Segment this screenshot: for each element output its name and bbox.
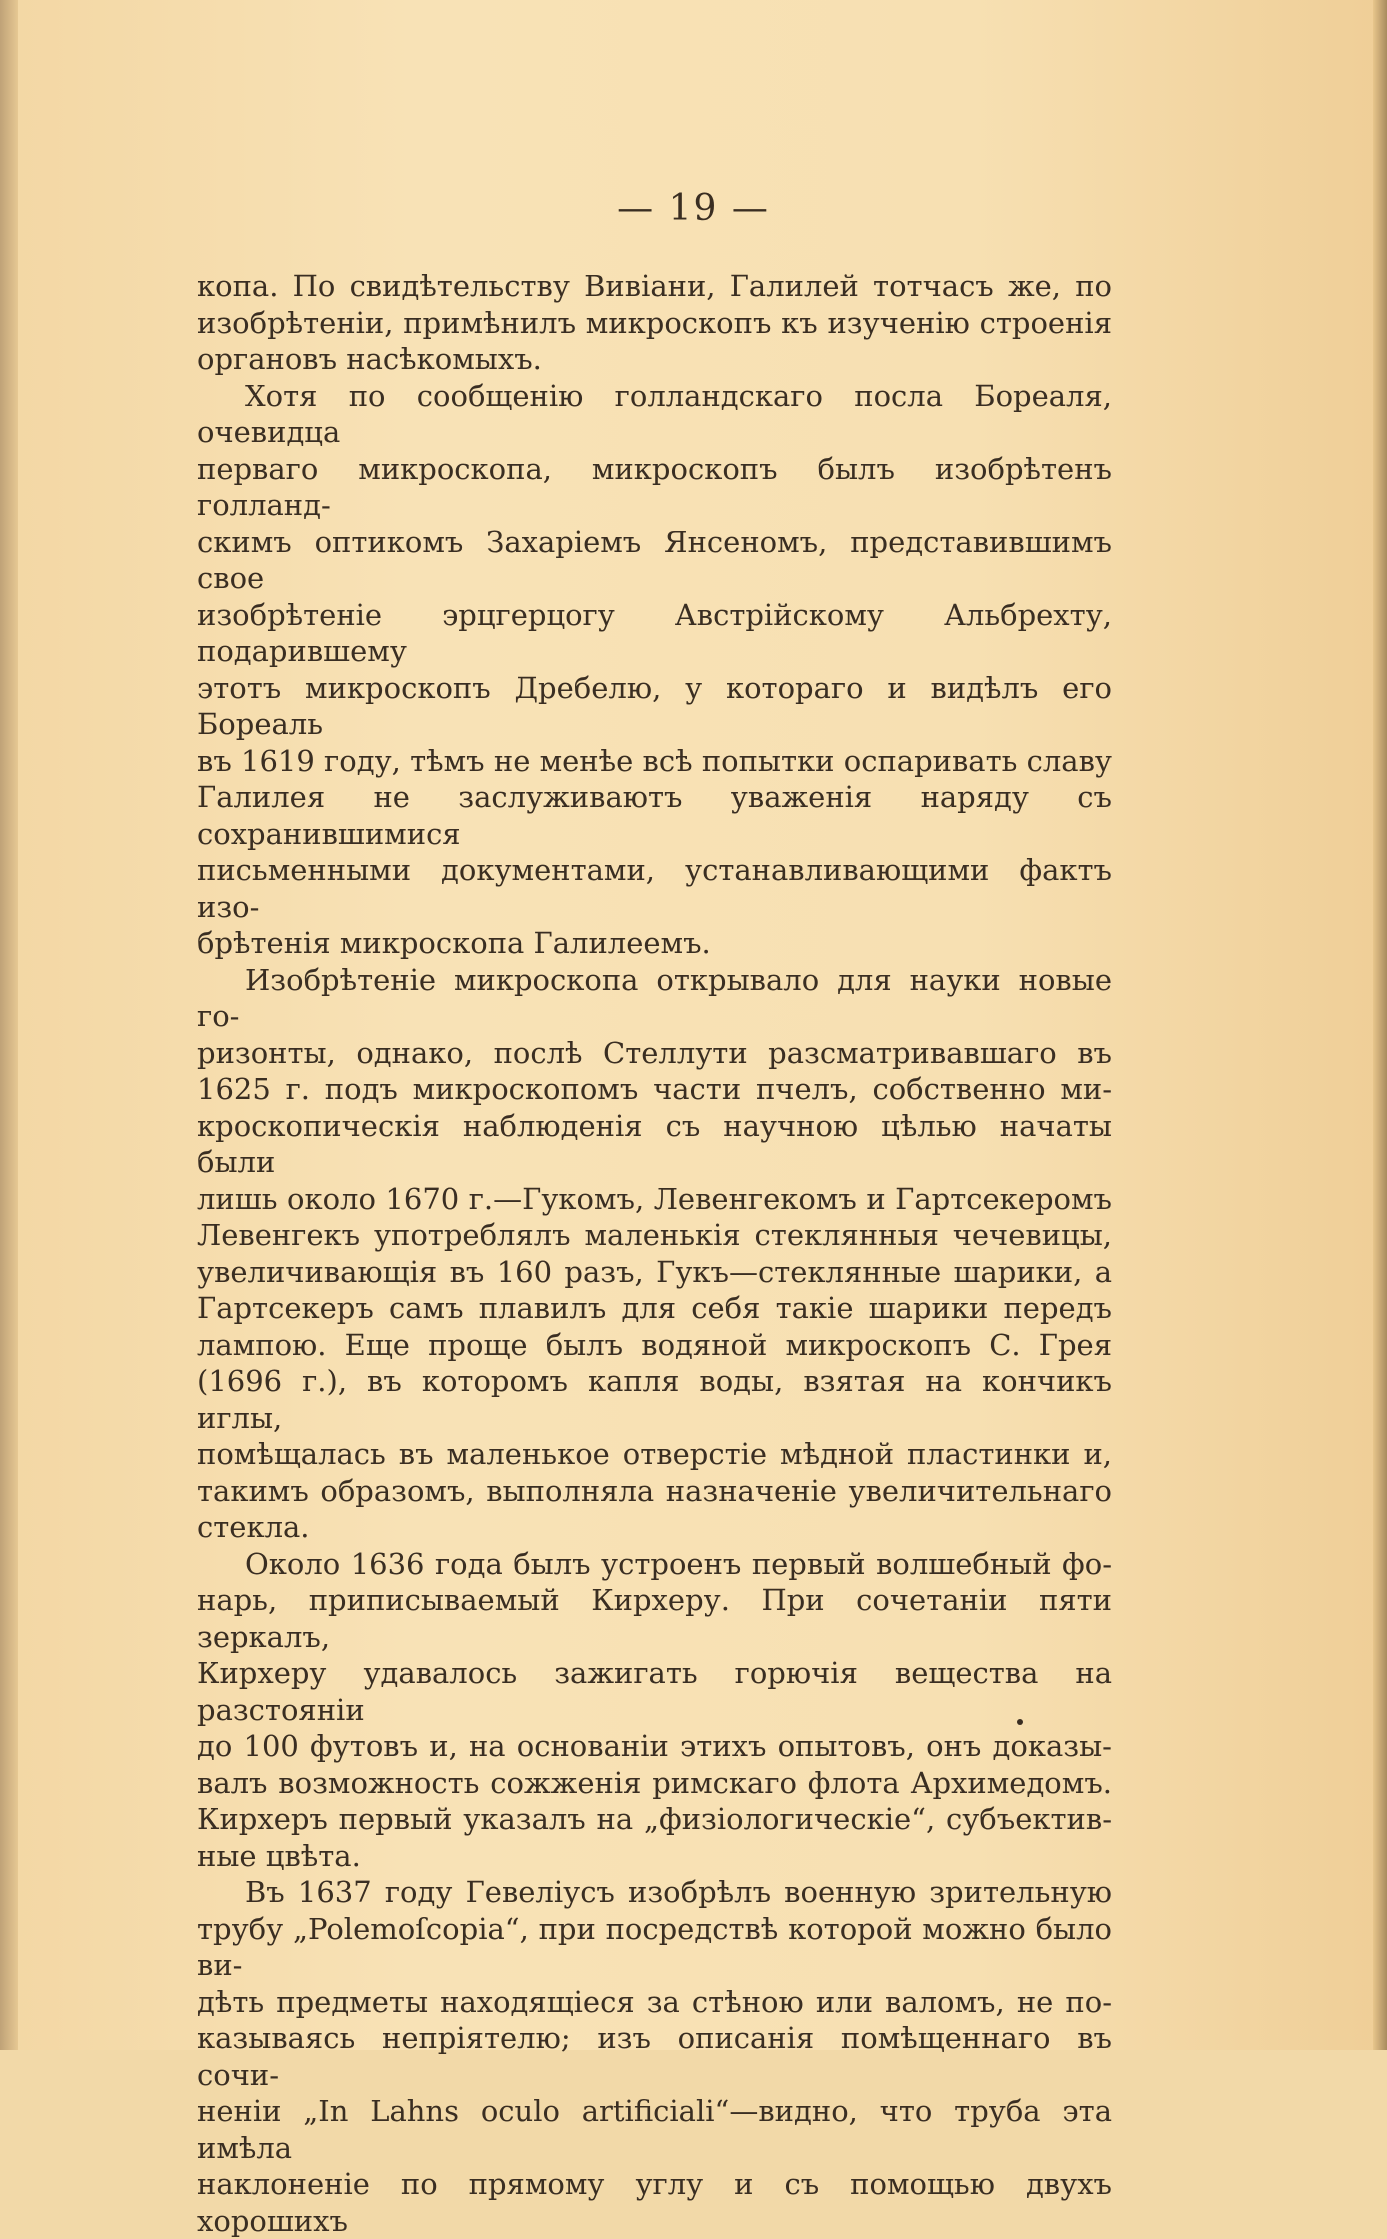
text-line: помѣщалась въ маленькое отверстіе мѣдной пластинки и,	[197, 1437, 1112, 1471]
text-line: письменными документами, устанавливающими фактъ изо-	[197, 853, 1112, 924]
text-line: скимъ оптикомъ Захаріемъ Янсеномъ, представившимъ свое	[197, 524, 1112, 595]
text-line: нарь, приписываемый Кирхеру. При сочетаніи пяти зеркалъ,	[197, 1583, 1112, 1654]
page-spine	[0, 0, 18, 2050]
text-line: ризонты, однако, послѣ Стеллути разсматривавшаго въ	[197, 1035, 1112, 1070]
text-line: брѣтенія микроскопа Галилеемъ.	[197, 926, 711, 960]
text-line: лишь около 1670 г.—Гукомъ, Левенгекомъ и Гартсекеромъ	[197, 1181, 1112, 1216]
text-line: этотъ микроскопъ Дребелю, у котораго и видѣлъ его Бореаль	[197, 670, 1112, 741]
text-line: увеличивающія въ 160 разъ, Гукъ—стеклянные шарики, а	[197, 1254, 1112, 1289]
text-line: Изобрѣтеніе микроскопа открывало для науки новые го-	[197, 962, 1112, 1033]
text-line: Левенгекъ употреблялъ маленькія стеклянныя чечевицы,	[197, 1218, 1112, 1252]
text-line: дѣть предметы находящіеся за стѣною или валомъ, не по-	[197, 1984, 1112, 2019]
text-line: такимъ образомъ, выполняла назначеніе увеличительнаго	[197, 1473, 1112, 1508]
text-line: (1696 г.), въ которомъ капля воды, взятая на кончикъ иглы,	[197, 1364, 1112, 1435]
text-line: изобрѣтеніе эрцгерцогу Австрійскому Альбрехту, подарившему	[197, 597, 1112, 668]
page-edge	[1373, 0, 1387, 2050]
text-line: стекла.	[197, 1510, 310, 1544]
text-line: перваго микроскопа, микроскопъ былъ изобрѣтенъ голланд-	[197, 451, 1112, 522]
text-line: 1625 г. подъ микроскопомъ части пчелъ, собственно ми-	[197, 1072, 1112, 1106]
body-text	[197, 268, 1112, 2239]
text-line: до 100 футовъ и, на основаніи этихъ опытовъ, онъ доказы-	[197, 1729, 1112, 1763]
text-line: Кирхеру удавалось зажигать горючія вещества на разстояніи	[197, 1656, 1112, 1727]
text-lines	[197, 268, 1112, 2239]
text-line: ные цвѣта.	[197, 1838, 361, 1873]
text-line: копа. По свидѣтельству Вивіани, Галилей тотчасъ же, по	[197, 269, 1112, 303]
text-line: трубу „Polemoſcopia“, при посредствѣ которой можно было ви-	[197, 1911, 1112, 1982]
page-number: — 19 —	[617, 188, 770, 229]
text-line: Галилея не заслуживаютъ уваженія наряду съ сохранившимися	[197, 780, 1112, 851]
text-line: лампою. Еще проще былъ водяной микроскопъ С. Грея	[197, 1327, 1112, 1362]
text-line: Въ 1637 году Гевеліусъ изобрѣлъ военную зрительную	[245, 1875, 1112, 1909]
text-line: Кирхеръ первый указалъ на „физіологическіе“, субъектив-	[197, 1802, 1112, 1836]
text-line: валъ возможность сожженія римскаго флота Архимедомъ.	[197, 1765, 1112, 1800]
text-line: изобрѣтеніи, примѣнилъ микроскопъ къ изученію строенія	[197, 305, 1112, 340]
text-line: неніи „In Lahns oculo artificiali“—видно, что труба эта имѣла	[197, 2094, 1112, 2165]
text-line: Около 1636 года былъ устроенъ первый волшебный фо-	[245, 1546, 1112, 1581]
ink-speck	[1017, 1719, 1023, 1725]
text-line: наклоненіе по прямому углу и съ помощью двухъ хорошихъ	[197, 2167, 1112, 2238]
text-line: кроскопическія наблюденія съ научною цѣлью начаты были	[197, 1108, 1112, 1179]
text-line: Гартсекеръ самъ плавилъ для себя такіе шарики передъ	[197, 1291, 1112, 1325]
text-line: въ 1619 году, тѣмъ не менѣе всѣ попытки оспаривать славу	[197, 743, 1112, 778]
text-line: Хотя по сообщенію голландскаго посла Бореаля, очевидца	[197, 378, 1112, 449]
text-line: органовъ насѣкомыхъ.	[197, 342, 542, 376]
text-line: казываясь непріятелю; изъ описанія помѣщеннаго въ сочи-	[197, 2021, 1112, 2092]
